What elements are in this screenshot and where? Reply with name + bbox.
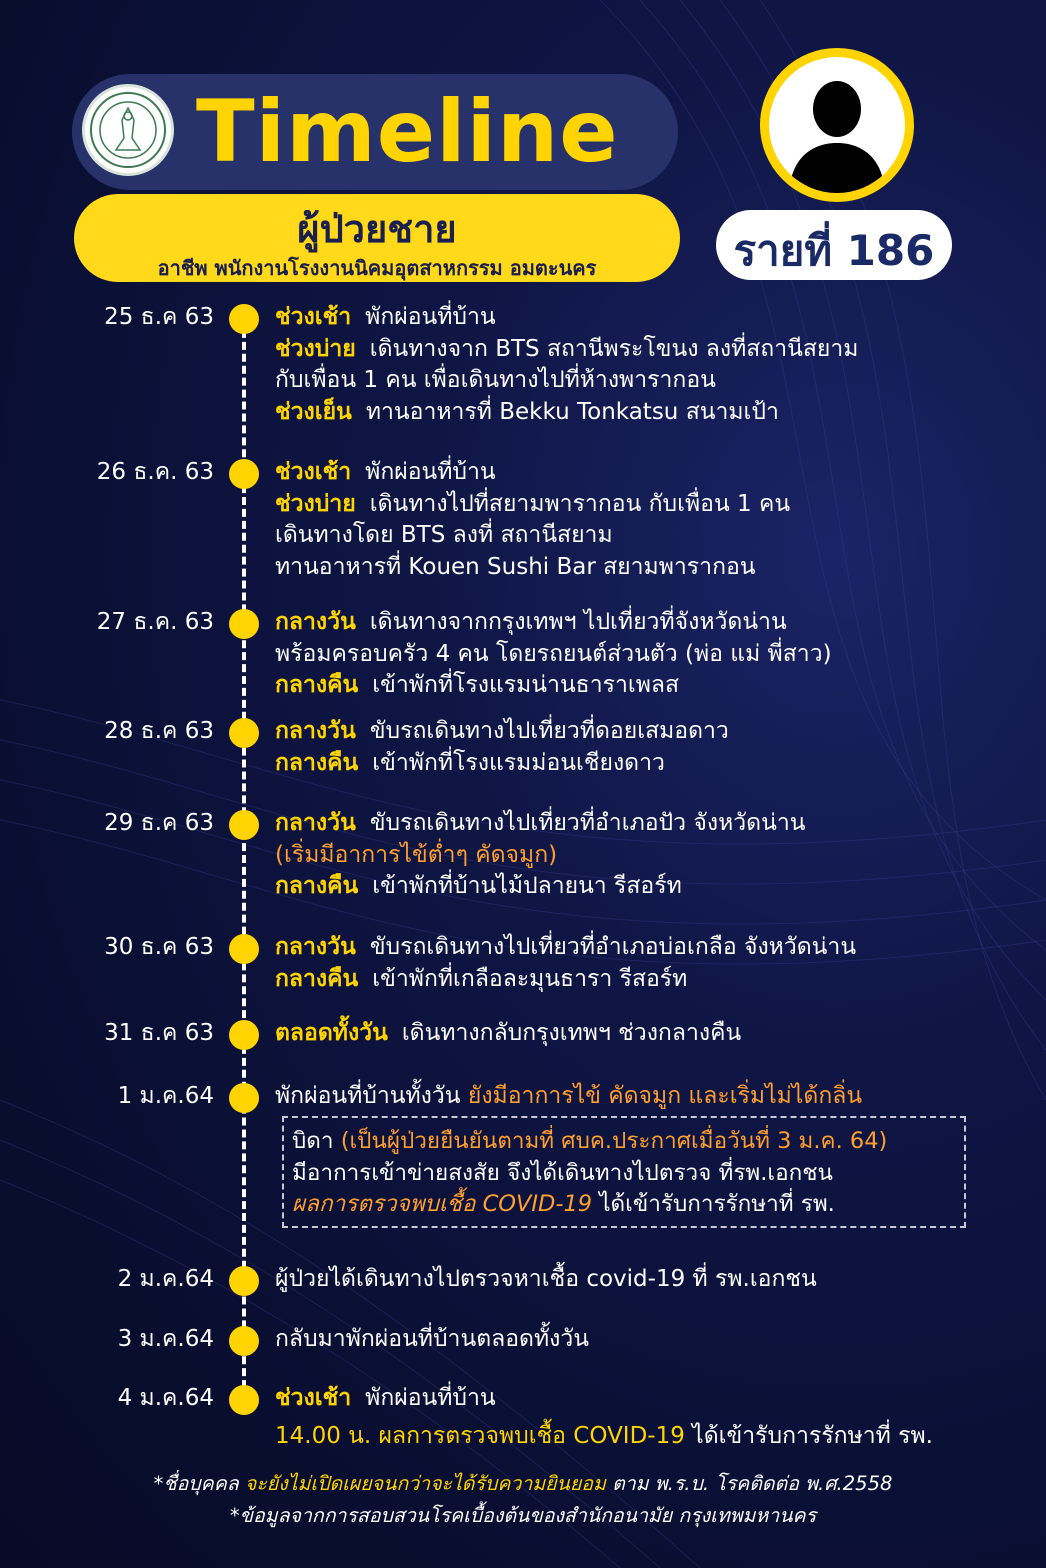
timeline-dot: [229, 1385, 259, 1415]
timeline-dot: [229, 810, 259, 840]
entry-date: 25 ธ.ค 63: [104, 304, 214, 330]
activity-text: ขับรถเดินทางไปเที่ยวที่อำเภอปัว จังหวัดน่าน: [369, 810, 806, 836]
timeline-dot: [229, 609, 259, 639]
activity-text: พักผ่อนที่บ้าน: [365, 1385, 496, 1411]
note-prefix: บิดา: [292, 1128, 341, 1154]
patient-label: ผู้ป่วยชาย: [297, 207, 457, 251]
time-label: กลางวัน: [275, 934, 356, 960]
time-label: ช่วงเช้า: [275, 459, 352, 485]
note-text: มีอาการเข้าข่ายสงสัย จึงได้เดินทางไปตรวจ ที่รพ.เอกชน: [292, 1159, 833, 1186]
activity-text: ผู้ป่วยได้เดินทางไปตรวจหาเชื้อ covid-19 ที่ รพ.เอกชน: [275, 1266, 817, 1292]
entry-date: 30 ธ.ค 63: [104, 934, 214, 960]
activity-text: เดินทางไปที่สยามพารากอน กับเพื่อน 1 คน: [369, 490, 791, 517]
note-result-highlight: ผลการตรวจพบเชื้อ COVID-19: [292, 1191, 593, 1217]
time-label: ช่วงบ่าย: [275, 490, 356, 517]
time-label: ช่วงเย็น: [275, 398, 352, 425]
entry-date: 1 ม.ค.64: [117, 1083, 214, 1109]
person-silhouette-icon: [760, 48, 914, 202]
entry-date: 28 ธ.ค 63: [104, 718, 214, 744]
time-label: กลางวัน: [275, 609, 356, 635]
result-highlight: 14.00 น. ผลการตรวจพบเชื้อ COVID-19: [275, 1422, 685, 1449]
activity-text: ทานอาหารที่ Bekku Tonkatsu สนามเป้า: [365, 398, 779, 425]
entry-date: 4 ม.ค.64: [117, 1385, 214, 1411]
footer-disclaimer: [0, 1468, 1046, 1499]
activity-text: พักผ่อนที่บ้าน: [365, 459, 496, 485]
time-label: กลางคืน: [275, 672, 359, 698]
time-label: ช่วงเช้า: [275, 1385, 352, 1411]
result-suffix: ได้เข้ารับการรักษาที่ รพ.: [684, 1422, 933, 1449]
symptom-highlight: ยังมีอาการไข้ คัดจมูก และเริ่มไม่ได้กลิ่น: [467, 1083, 863, 1109]
activity-text: ขับรถเดินทางไปเที่ยวที่ดอยเสมอดาว: [369, 718, 729, 744]
bangkok-city-seal-icon: [82, 84, 174, 176]
entry-date: 27 ธ.ค. 63: [96, 609, 214, 635]
father-note-box: [282, 1116, 966, 1228]
entry-date: 3 ม.ค.64: [117, 1326, 214, 1352]
activity-text: ขับรถเดินทางไปเที่ยวที่อำเภอบ่อเกลือ จังหวัดน่าน: [369, 934, 857, 960]
activity-text: ทานอาหารที่ Kouen Sushi Bar สยามพารากอน: [275, 553, 756, 580]
time-label: กลางคืน: [275, 873, 359, 899]
timeline-dot: [229, 1326, 259, 1356]
time-label: กลางวัน: [275, 810, 356, 836]
timeline-dot: [229, 1083, 259, 1113]
timeline-dot: [229, 304, 259, 334]
activity-text: เข้าพักที่เกลือละมุนธารา รีสอร์ท: [372, 965, 688, 992]
entry-date: 29 ธ.ค 63: [104, 810, 214, 836]
case-number: รายที่ 186: [733, 226, 935, 275]
activity-text: กลับมาพักผ่อนที่บ้านตลอดทั้งวัน: [275, 1326, 590, 1352]
timeline-dot: [229, 718, 259, 748]
timeline-dot: [229, 934, 259, 964]
footer-prefix: *ชื่อบุคคล: [153, 1472, 245, 1495]
activity-text: เข้าพักที่โรงแรมม่อนเชียงดาว: [372, 749, 665, 776]
footer-source: *ข้อมูลจากการสอบสวนโรคเบื้องต้นของสำนักอนามัย กรุงเทพมหานคร: [229, 1504, 817, 1527]
entry-date: 31 ธ.ค 63: [104, 1020, 214, 1046]
note-highlight: (เป็นผู้ป่วยยืนยันตามที่ ศบค.ประกาศเมื่อวันที่ 3 ม.ค. 64): [340, 1128, 888, 1154]
activity-text: เดินทางจาก BTS สถานีพระโขนง ลงที่สถานีสยาม: [369, 335, 859, 362]
time-label: ช่วงเช้า: [275, 304, 352, 330]
note-result-suffix: ได้เข้ารับการรักษาที่ รพ.: [592, 1191, 835, 1217]
time-label: ช่วงบ่าย: [275, 335, 356, 362]
activity-text: กับเพื่อน 1 คน เพื่อเดินทางไปที่ห้างพารากอน: [275, 367, 716, 393]
activity-text: เข้าพักที่บ้านไม้ปลายนา รีสอร์ท: [372, 873, 682, 899]
activity-text: เดินทางกลับกรุงเทพฯ ช่วงกลางคืน: [401, 1020, 742, 1046]
occupation-text: อาชีพ พนักงานโรงงานนิคมอุตสาหกรรม อมตะนคร: [157, 256, 597, 280]
time-label: กลางวัน: [275, 718, 356, 744]
entry-date: 2 ม.ค.64: [117, 1266, 214, 1292]
time-label: กลางคืน: [275, 965, 359, 992]
footer-suffix: ตาม พ.ร.บ. โรคติดต่อ พ.ศ.2558: [605, 1472, 893, 1495]
timeline-dot: [229, 1020, 259, 1050]
time-label: กลางคืน: [275, 749, 359, 776]
activity-text: พักผ่อนที่บ้าน: [365, 304, 496, 330]
time-label: ตลอดทั้งวัน: [275, 1020, 388, 1046]
activity-text: พร้อมครอบครัว 4 คน โดยรถยนต์ส่วนตัว (พ่อ แม่ พี่สาว): [275, 640, 832, 667]
activity-text: พักผ่อนที่บ้านทั้งวัน: [275, 1083, 468, 1109]
timeline-dot: [229, 1266, 259, 1296]
activity-text: เดินทางโดย BTS ลงที่ สถานีสยาม: [275, 522, 613, 548]
timeline-dot: [229, 459, 259, 489]
symptom-highlight: (เริ่มมีอาการไข้ต่ำๆ คัดจมูก): [275, 841, 558, 868]
page-title: Timeline: [196, 82, 619, 182]
entry-date: 26 ธ.ค. 63: [96, 459, 214, 485]
footer-highlight: จะยังไม่เปิดเผยจนกว่าจะได้รับความยินยอม: [244, 1472, 606, 1495]
activity-text: เดินทางจากกรุงเทพฯ ไปเที่ยวที่จังหวัดน่าน: [369, 609, 787, 635]
activity-text: เข้าพักที่โรงแรมน่านธาราเพลส: [372, 672, 680, 698]
